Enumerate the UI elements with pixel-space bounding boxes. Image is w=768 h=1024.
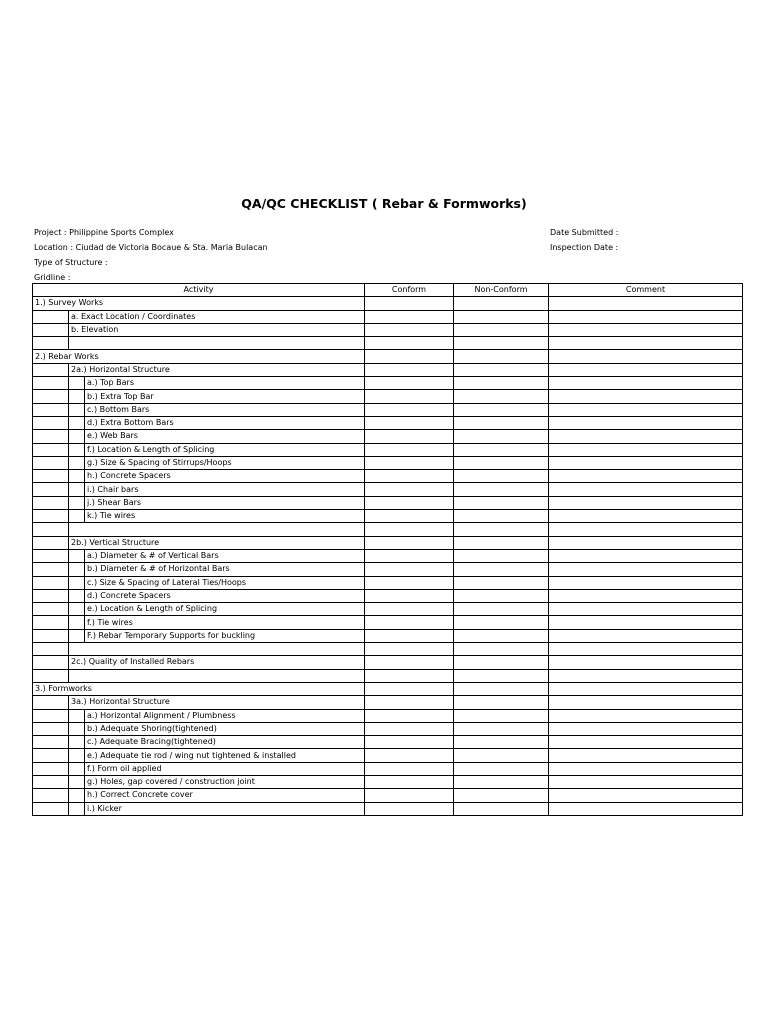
non-conform-cell[interactable] [454, 576, 549, 589]
indent-cell [69, 443, 85, 456]
table-row [33, 456, 743, 469]
indent-cell [33, 762, 69, 775]
non-conform-cell[interactable] [454, 669, 549, 682]
table-row [33, 603, 743, 616]
table-row [33, 510, 743, 523]
table-row [33, 297, 743, 310]
indent-cell [33, 589, 69, 602]
comment-cell[interactable] [549, 563, 743, 576]
comment-cell[interactable] [549, 337, 743, 350]
activity-cell: F.) Rebar Temporary Supports for buckling [85, 629, 365, 642]
comment-cell[interactable] [549, 549, 743, 562]
conform-cell[interactable] [365, 775, 454, 788]
activity-cell: k.) Tie wires [85, 510, 365, 523]
activity-cell: 2b.) Vertical Structure [69, 536, 365, 549]
conform-cell[interactable] [365, 749, 454, 762]
activity-cell: b.) Adequate Shoring(tightened) [85, 722, 365, 735]
indent-cell [33, 416, 69, 429]
non-conform-cell[interactable] [454, 350, 549, 363]
header-right [550, 225, 618, 255]
indent-cell [69, 789, 85, 802]
conform-cell[interactable] [365, 443, 454, 456]
table-row [33, 749, 743, 762]
table-row [33, 762, 743, 775]
table-row [33, 416, 743, 429]
indent-cell [33, 456, 69, 469]
indent-cell [33, 749, 69, 762]
activity-cell: e.) Web Bars [85, 430, 365, 443]
conform-cell[interactable] [365, 643, 454, 656]
conform-cell[interactable] [365, 536, 454, 549]
conform-cell[interactable] [365, 589, 454, 602]
activity-cell: b.) Extra Top Bar [85, 390, 365, 403]
indent-cell [33, 523, 69, 536]
conform-cell[interactable] [365, 576, 454, 589]
activity-cell: i.) Chair bars [85, 483, 365, 496]
indent-cell [69, 470, 85, 483]
activity-cell: 3.) Formworks [33, 682, 365, 695]
activity-cell [69, 337, 365, 350]
indent-cell [33, 310, 69, 323]
activity-cell: a.) Diameter & # of Vertical Bars [85, 549, 365, 562]
non-conform-cell[interactable] [454, 736, 549, 749]
checklist-table [32, 283, 743, 816]
comment-cell[interactable] [549, 589, 743, 602]
comment-cell[interactable] [549, 722, 743, 735]
table-row [33, 775, 743, 788]
comment-cell[interactable] [549, 709, 743, 722]
comment-cell[interactable] [549, 789, 743, 802]
activity-cell: f.) Location & Length of Splicing [85, 443, 365, 456]
comment-cell[interactable] [549, 297, 743, 310]
activity-cell: d.) Extra Bottom Bars [85, 416, 365, 429]
non-conform-cell[interactable] [454, 682, 549, 695]
non-conform-cell[interactable] [454, 603, 549, 616]
comment-cell[interactable] [549, 310, 743, 323]
indent-cell [33, 643, 69, 656]
non-conform-cell[interactable] [454, 470, 549, 483]
table-header-row [33, 284, 743, 297]
conform-cell[interactable] [365, 523, 454, 536]
table-row [33, 536, 743, 549]
non-conform-cell[interactable] [454, 722, 549, 735]
table-row [33, 696, 743, 709]
non-conform-cell[interactable] [454, 363, 549, 376]
activity-cell: i.) Kicker [85, 802, 365, 815]
comment-cell[interactable] [549, 483, 743, 496]
comment-cell[interactable] [549, 802, 743, 815]
conform-cell[interactable] [365, 510, 454, 523]
conform-cell[interactable] [365, 416, 454, 429]
comment-cell[interactable] [549, 430, 743, 443]
conform-cell[interactable] [365, 297, 454, 310]
header-left [34, 225, 268, 285]
indent-cell [33, 470, 69, 483]
indent-cell [33, 722, 69, 735]
indent-cell [33, 789, 69, 802]
activity-cell: e.) Location & Length of Splicing [85, 603, 365, 616]
activity-cell: e.) Adequate tie rod / wing nut tightened & installed [85, 749, 365, 762]
activity-cell: 2a.) Horizontal Structure [69, 363, 365, 376]
conform-cell[interactable] [365, 789, 454, 802]
table-row [33, 496, 743, 509]
indent-cell [69, 802, 85, 815]
comment-cell[interactable] [549, 656, 743, 669]
comment-cell[interactable] [549, 416, 743, 429]
comment-cell[interactable] [549, 323, 743, 336]
activity-cell: h.) Concrete Spacers [85, 470, 365, 483]
indent-cell [33, 337, 69, 350]
indent-cell [69, 496, 85, 509]
conform-cell[interactable] [365, 456, 454, 469]
non-conform-cell[interactable] [454, 377, 549, 390]
indent-cell [69, 736, 85, 749]
table-row [33, 323, 743, 336]
indent-cell [33, 496, 69, 509]
non-conform-cell[interactable] [454, 549, 549, 562]
non-conform-cell[interactable] [454, 696, 549, 709]
indent-cell [69, 589, 85, 602]
non-conform-cell[interactable] [454, 802, 549, 815]
non-conform-cell[interactable] [454, 323, 549, 336]
indent-cell [69, 483, 85, 496]
indent-cell [69, 510, 85, 523]
non-conform-cell[interactable] [454, 310, 549, 323]
indent-cell [33, 443, 69, 456]
conform-cell[interactable] [365, 363, 454, 376]
table-row [33, 736, 743, 749]
non-conform-cell[interactable] [454, 390, 549, 403]
comment-cell[interactable] [549, 682, 743, 695]
non-conform-cell[interactable] [454, 523, 549, 536]
structure-type-label: Type of Structure : [34, 258, 108, 267]
conform-cell[interactable] [365, 682, 454, 695]
conform-cell[interactable] [365, 669, 454, 682]
comment-cell[interactable] [549, 696, 743, 709]
conform-cell[interactable] [365, 337, 454, 350]
table-row [33, 656, 743, 669]
indent-cell [33, 656, 69, 669]
date-submitted-label: Date Submitted : [550, 228, 619, 237]
activity-cell: a. Exact Location / Coordinates [69, 310, 365, 323]
activity-cell: 1.) Survey Works [33, 297, 365, 310]
comment-cell[interactable] [549, 669, 743, 682]
conform-cell[interactable] [365, 470, 454, 483]
activity-cell: c.) Adequate Bracing(tightened) [85, 736, 365, 749]
non-conform-cell[interactable] [454, 616, 549, 629]
conform-cell[interactable] [365, 563, 454, 576]
comment-cell[interactable] [549, 775, 743, 788]
conform-cell[interactable] [365, 496, 454, 509]
indent-cell [33, 323, 69, 336]
activity-cell: f.) Form oil applied [85, 762, 365, 775]
conform-header: Conform [365, 284, 454, 297]
comment-cell[interactable] [549, 736, 743, 749]
table-row [33, 523, 743, 536]
indent-cell [69, 616, 85, 629]
conform-cell[interactable] [365, 390, 454, 403]
conform-cell[interactable] [365, 377, 454, 390]
indent-cell [69, 563, 85, 576]
gridline-label: Gridline : [34, 273, 71, 282]
indent-cell [33, 629, 69, 642]
non-conform-cell[interactable] [454, 643, 549, 656]
table-row [33, 430, 743, 443]
comment-cell[interactable] [549, 536, 743, 549]
indent-cell [33, 616, 69, 629]
activity-cell [69, 643, 365, 656]
conform-cell[interactable] [365, 722, 454, 735]
comment-cell[interactable] [549, 390, 743, 403]
table-row [33, 709, 743, 722]
table-row [33, 337, 743, 350]
conform-cell[interactable] [365, 629, 454, 642]
indent-cell [33, 363, 69, 376]
conform-cell[interactable] [365, 709, 454, 722]
non-conform-header: Non-Conform [454, 284, 549, 297]
activity-cell: c.) Size & Spacing of Lateral Ties/Hoops [85, 576, 365, 589]
indent-cell [33, 669, 69, 682]
comment-cell[interactable] [549, 443, 743, 456]
indent-cell [69, 390, 85, 403]
activity-cell: h.) Correct Concrete cover [85, 789, 365, 802]
activity-cell: g.) Size & Spacing of Stirrups/Hoops [85, 456, 365, 469]
conform-cell[interactable] [365, 310, 454, 323]
conform-cell[interactable] [365, 350, 454, 363]
table-row [33, 616, 743, 629]
conform-cell[interactable] [365, 802, 454, 815]
indent-cell [69, 549, 85, 562]
location-label: Location : Ciudad de Victoria Bocaue & Sta. Maria Bulacan [34, 243, 268, 252]
activity-cell: j.) Shear Bars [85, 496, 365, 509]
comment-header: Comment [549, 284, 743, 297]
non-conform-cell[interactable] [454, 656, 549, 669]
indent-cell [33, 696, 69, 709]
conform-cell[interactable] [365, 616, 454, 629]
comment-cell[interactable] [549, 456, 743, 469]
non-conform-cell[interactable] [454, 709, 549, 722]
non-conform-cell[interactable] [454, 789, 549, 802]
table-row [33, 802, 743, 815]
indent-cell [33, 549, 69, 562]
comment-cell[interactable] [549, 616, 743, 629]
indent-cell [69, 629, 85, 642]
comment-cell[interactable] [549, 603, 743, 616]
indent-cell [69, 709, 85, 722]
inspection-date-label: Inspection Date : [550, 243, 619, 252]
non-conform-cell[interactable] [454, 749, 549, 762]
non-conform-cell[interactable] [454, 775, 549, 788]
conform-cell[interactable] [365, 603, 454, 616]
indent-cell [33, 802, 69, 815]
conform-cell[interactable] [365, 403, 454, 416]
non-conform-cell[interactable] [454, 510, 549, 523]
indent-cell [69, 430, 85, 443]
table-row [33, 789, 743, 802]
comment-cell[interactable] [549, 363, 743, 376]
non-conform-cell[interactable] [454, 496, 549, 509]
table-row [33, 443, 743, 456]
table-row [33, 682, 743, 695]
checklist-body [33, 297, 743, 816]
comment-cell[interactable] [549, 762, 743, 775]
activity-cell: 2.) Rebar Works [33, 350, 365, 363]
conform-cell[interactable] [365, 762, 454, 775]
non-conform-cell[interactable] [454, 337, 549, 350]
indent-cell [69, 377, 85, 390]
non-conform-cell[interactable] [454, 483, 549, 496]
table-row [33, 576, 743, 589]
comment-cell[interactable] [549, 403, 743, 416]
activity-cell: d.) Concrete Spacers [85, 589, 365, 602]
comment-cell[interactable] [549, 643, 743, 656]
indent-cell [33, 563, 69, 576]
conform-cell[interactable] [365, 736, 454, 749]
non-conform-cell[interactable] [454, 403, 549, 416]
activity-cell: c.) Bottom Bars [85, 403, 365, 416]
indent-cell [69, 416, 85, 429]
table-row [33, 549, 743, 562]
comment-cell[interactable] [549, 629, 743, 642]
indent-cell [69, 576, 85, 589]
indent-cell [33, 403, 69, 416]
indent-cell [33, 775, 69, 788]
non-conform-cell[interactable] [454, 563, 549, 576]
non-conform-cell[interactable] [454, 443, 549, 456]
table-row [33, 403, 743, 416]
comment-cell[interactable] [549, 377, 743, 390]
indent-cell [33, 510, 69, 523]
indent-cell [33, 483, 69, 496]
indent-cell [69, 775, 85, 788]
non-conform-cell[interactable] [454, 430, 549, 443]
comment-cell[interactable] [549, 523, 743, 536]
indent-cell [33, 430, 69, 443]
comment-cell[interactable] [549, 496, 743, 509]
project-label: Project : Philippine Sports Complex [34, 228, 174, 237]
indent-cell [33, 709, 69, 722]
indent-cell [33, 576, 69, 589]
indent-cell [33, 603, 69, 616]
table-row [33, 722, 743, 735]
comment-cell[interactable] [549, 510, 743, 523]
table-row [33, 563, 743, 576]
indent-cell [69, 762, 85, 775]
non-conform-cell[interactable] [454, 762, 549, 775]
activity-cell [69, 523, 365, 536]
table-row [33, 310, 743, 323]
indent-cell [69, 749, 85, 762]
activity-cell: b.) Diameter & # of Horizontal Bars [85, 563, 365, 576]
indent-cell [69, 603, 85, 616]
indent-cell [33, 736, 69, 749]
table-row [33, 483, 743, 496]
comment-cell[interactable] [549, 576, 743, 589]
table-row [33, 629, 743, 642]
comment-cell[interactable] [549, 749, 743, 762]
indent-cell [33, 536, 69, 549]
non-conform-cell[interactable] [454, 589, 549, 602]
indent-cell [69, 403, 85, 416]
table-row [33, 669, 743, 682]
activity-cell: a.) Horizontal Alignment / Plumbness [85, 709, 365, 722]
non-conform-cell[interactable] [454, 456, 549, 469]
activity-cell: g.) Holes, gap covered / construction joint [85, 775, 365, 788]
indent-cell [33, 390, 69, 403]
activity-cell: a.) Top Bars [85, 377, 365, 390]
indent-cell [33, 377, 69, 390]
table-row [33, 470, 743, 483]
conform-cell[interactable] [365, 656, 454, 669]
table-row [33, 363, 743, 376]
indent-cell [69, 722, 85, 735]
table-row [33, 643, 743, 656]
indent-cell [69, 456, 85, 469]
non-conform-cell[interactable] [454, 629, 549, 642]
non-conform-cell[interactable] [454, 416, 549, 429]
comment-cell[interactable] [549, 350, 743, 363]
table-row [33, 350, 743, 363]
activity-cell: b. Elevation [69, 323, 365, 336]
activity-cell [69, 669, 365, 682]
table-row [33, 589, 743, 602]
conform-cell[interactable] [365, 430, 454, 443]
activity-cell: f.) Tie wires [85, 616, 365, 629]
table-row [33, 390, 743, 403]
activity-cell: 3a.) Horizontal Structure [69, 696, 365, 709]
conform-cell[interactable] [365, 549, 454, 562]
table-row [33, 377, 743, 390]
conform-cell[interactable] [365, 483, 454, 496]
non-conform-cell[interactable] [454, 297, 549, 310]
activity-header: Activity [33, 284, 365, 297]
conform-cell[interactable] [365, 323, 454, 336]
comment-cell[interactable] [549, 470, 743, 483]
conform-cell[interactable] [365, 696, 454, 709]
non-conform-cell[interactable] [454, 536, 549, 549]
activity-cell: 2c.) Quality of Installed Rebars [69, 656, 365, 669]
document-title: QA/QC CHECKLIST ( Rebar & Formworks) [241, 196, 527, 211]
